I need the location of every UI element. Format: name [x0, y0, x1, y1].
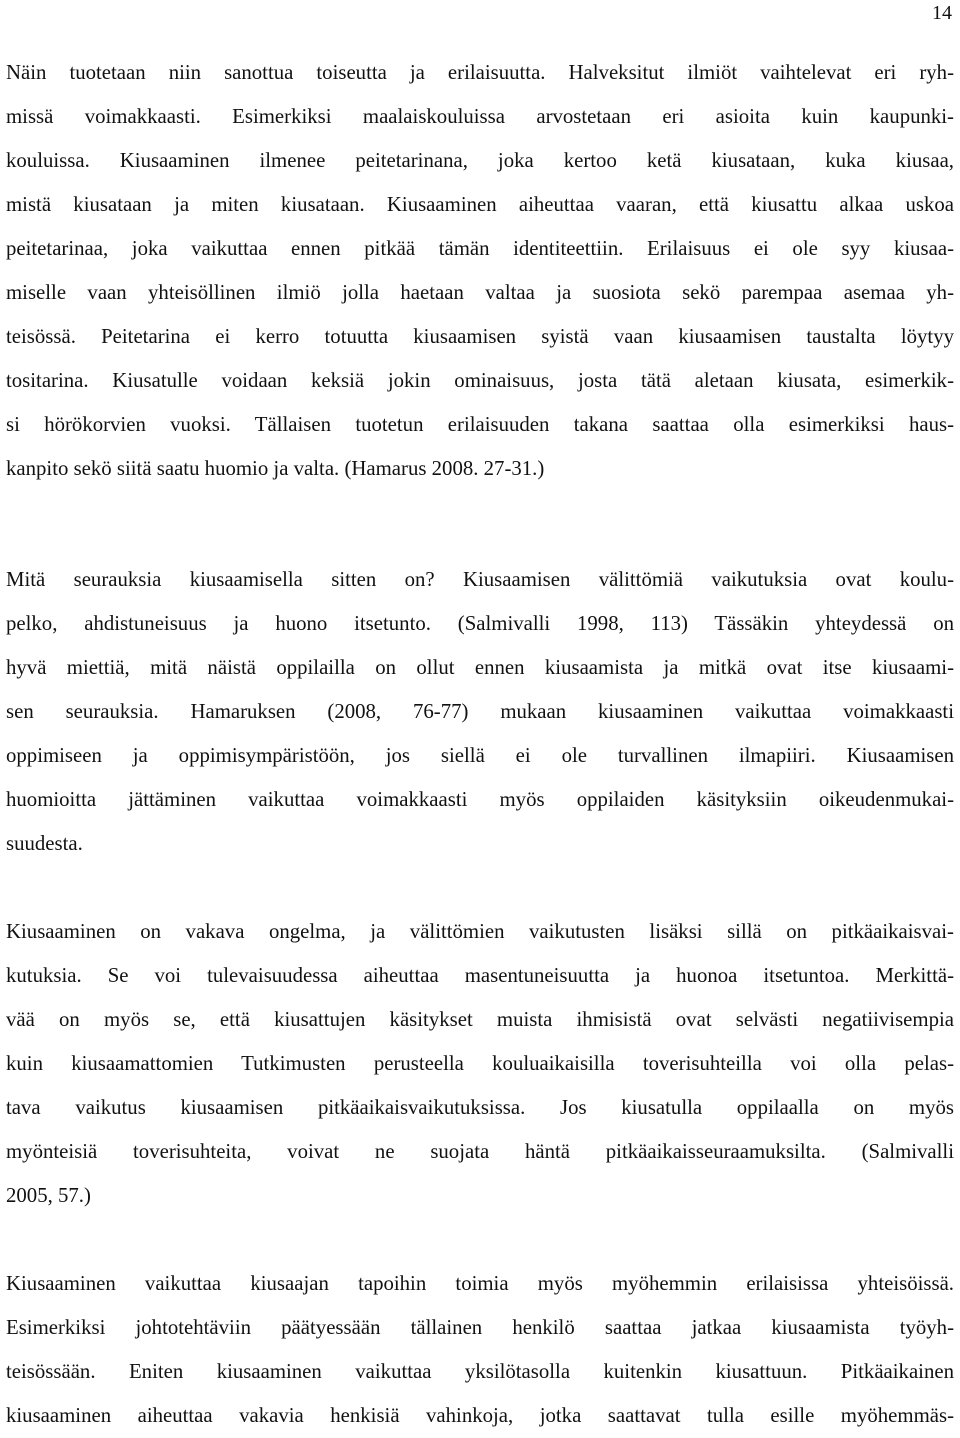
text-line: hyvä miettiä, mitä näistä oppilailla on ollut ennen kiusaamista ja mitkä ovat itse kiusaami-: [6, 656, 954, 679]
text-line: 2005, 57.): [6, 1184, 91, 1207]
text-line: si hörökorvien vuoksi. Tällaisen tuotetun erilaisuuden takana saattaa olla esimerkiksi haus-: [6, 413, 954, 436]
text-line: myönteisiä toverisuhteita, voivat ne suojata häntä pitkäaikaisseuraamuksilta. (Salmivalli: [6, 1140, 954, 1163]
text-line: Esimerkiksi johtotehtäviin päätyessään tällainen henkilö saattaa jatkaa kiusaamista työyh-: [6, 1316, 954, 1339]
text-line: kouluissa. Kiusaaminen ilmenee peitetarinana, joka kertoo ketä kiusataan, kuka kiusaa,: [6, 149, 954, 172]
text-line: missä voimakkaasti. Esimerkiksi maalaiskouluissa arvostetaan eri asioita kuin kaupunki-: [6, 105, 954, 128]
text-line: Kiusaaminen on vakava ongelma, ja välittömien vaikutusten lisäksi sillä on pitkäaikaisvai-: [6, 920, 954, 943]
text-line: miselle vaan yhteisöllinen ilmiö jolla haetaan valtaa ja suosiota sekö parempaa asemaa yh-: [6, 281, 954, 304]
page-number: 14: [932, 2, 952, 24]
text-line: teisössä. Peitetarina ei kerro totuutta kiusaamisen syistä vaan kiusaamisen taustalta löytyy: [6, 325, 954, 348]
text-line: kutuksia. Se voi tulevaisuudessa aiheuttaa masentuneisuutta ja huonoa itsetuntoa. Merkittä-: [6, 964, 954, 987]
text-line: tava vaikutus kiusaamisen pitkäaikaisvaikutuksissa. Jos kiusatulla oppilaalla on myös: [6, 1096, 954, 1119]
text-line: huomioitta jättäminen vaikuttaa voimakkaasti myös oppilaiden käsityksiin oikeudenmukai-: [6, 788, 954, 811]
text-line: kanpito sekö siitä saatu huomio ja valta. (Hamarus 2008. 27-31.): [6, 457, 545, 480]
text-line: suudesta.: [6, 832, 83, 855]
text-line: kiusaaminen aiheuttaa vakavia henkisiä vahinkoja, jotka saattavat tulla esille myöhemmäs-: [6, 1404, 954, 1427]
text-line: pelko, ahdistuneisuus ja huono itsetunto. (Salmivalli 1998, 113) Tässäkin yhteydessä on: [6, 612, 954, 635]
paragraph-kiusaaja: [6, 1262, 954, 1438]
paragraph-toiseutta: [6, 51, 954, 491]
paragraph-pitkaaikaisvaikutukset: [6, 910, 954, 1218]
text-line: mistä kiusataan ja miten kiusataan. Kiusaaminen aiheuttaa vaaran, että kiusattu alkaa uskoa: [6, 193, 954, 216]
text-line: sen seurauksia. Hamaruksen (2008, 76-77) mukaan kiusaaminen vaikuttaa voimakkaasti: [6, 700, 954, 723]
text-line: Näin tuotetaan niin sanottua toiseutta ja erilaisuutta. Halveksitut ilmiöt vaihtelevat eri ryh-: [6, 61, 954, 84]
text-line: Kiusaaminen vaikuttaa kiusaajan tapoihin toimia myös myöhemmin erilaisissa yhteisöissä.: [6, 1272, 954, 1295]
paragraph-seuraukset: [6, 558, 954, 866]
text-line: kuin kiusaamattomien Tutkimusten perusteella kouluaikaisilla toverisuhteilla voi olla pelas-: [6, 1052, 954, 1075]
text-line: tositarina. Kiusatulle voidaan keksiä jokin ominaisuus, josta tätä aletaan kiusata, esimerkik-: [6, 369, 954, 392]
text-line: Mitä seurauksia kiusaamisella sitten on? Kiusaamisen välittömiä vaikutuksia ovat koulu-: [6, 568, 954, 591]
text-line: teisössään. Eniten kiusaaminen vaikuttaa yksilötasolla kuitenkin kiusattuun. Pitkäaikainen: [6, 1360, 954, 1383]
text-line: peitetarinaa, joka vaikuttaa ennen pitkää tämän identiteettiin. Erilaisuus ei ole syy kiusaa-: [6, 237, 954, 260]
text-line: oppimiseen ja oppimisympäristöön, jos siellä ei ole turvallinen ilmapiiri. Kiusaamisen: [6, 744, 954, 767]
text-line: vää on myös se, että kiusattujen käsitykset muista ihmisistä ovat selvästi negatiivisempia: [6, 1008, 954, 1031]
